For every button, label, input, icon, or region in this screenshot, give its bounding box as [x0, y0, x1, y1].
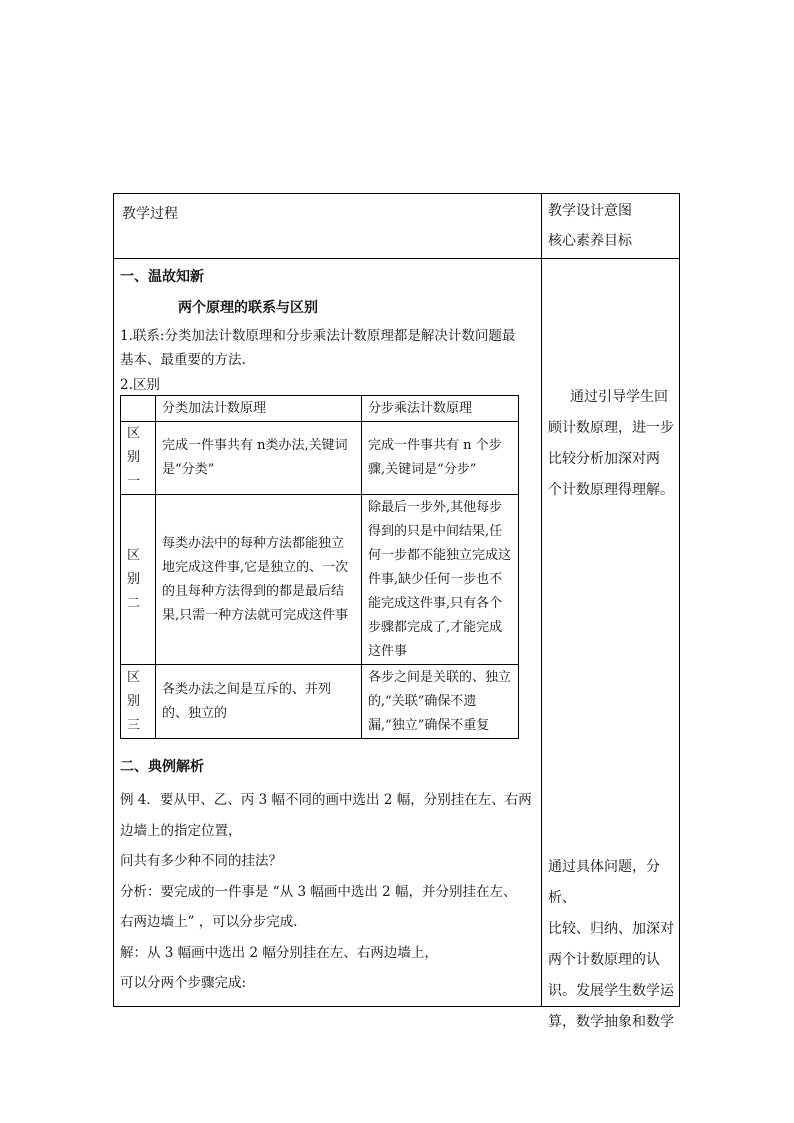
addition-cell: 每类办法中的每种方法都能独立地完成这件事,它是独立的、一次的且每种方法得到的都是最后结果,只需一种方法就可完成这件事 — [156, 495, 362, 665]
example-line: 问共有多少种不同的挂法？ — [120, 853, 282, 869]
table-row — [121, 665, 519, 739]
header-divider — [114, 258, 679, 259]
comparison-table — [120, 395, 519, 739]
example-line: 右两边墙上” ，可以分步完成. — [120, 914, 298, 930]
addition-cell: 各类办法之间是互斥的、并列的、独立的 — [156, 665, 362, 739]
multiplication-cell: 除最后一步外,其他每步得到的只是中间结果,任何一步都不能独立完成这件事,缺少任何一步也不能完成这件事,只有各个步骤都完成了,才能完成这件事 — [362, 495, 519, 665]
table-row — [121, 495, 519, 665]
note-line: 通过具体问题，分析、 — [548, 859, 660, 906]
design-note-2 — [548, 852, 676, 1038]
relation-line2: 基本、最重要的方法. — [120, 352, 246, 368]
section2-title: 二、典例解析 — [120, 759, 204, 775]
multiplication-cell: 完成一件事共有 n 个步骤,关键词是“分步” — [362, 422, 519, 495]
row-label: 区别一 — [121, 422, 156, 495]
table-header-multiplication: 分步乘法计数原理 — [362, 396, 519, 422]
note-line: 两个计数原理的认 — [548, 952, 660, 968]
difference-heading: 2.区别 — [120, 377, 160, 393]
table-header-empty — [121, 396, 156, 422]
note-line: 通过引导学生回 — [570, 389, 668, 405]
note-line: 个计数原理得理解。 — [548, 482, 674, 498]
note-line: 识。发展学生数学运 — [548, 983, 674, 999]
header-design-intent-line2: 核心素养目标 — [548, 233, 632, 249]
note-line: 顾计数原理，进一步 — [548, 420, 674, 436]
header-design-intent-line1: 教学设计意图 — [548, 203, 632, 219]
lesson-table — [113, 193, 680, 1030]
relation-line1: 1.联系:分类加法计数原理和分步乘法计数原理都是解决计数问题最 — [120, 328, 516, 344]
note-line: 算，数学抽象和数学 — [548, 1014, 674, 1030]
note-line: 比较、归纳、加深对 — [548, 921, 674, 937]
section1-title: 一、温故知新 — [120, 269, 204, 285]
multiplication-cell: 各步之间是关联的、独立的,“关联”确保不遗漏,“独立”确保不重复 — [362, 665, 519, 739]
example-line: 可以分两个步骤完成: — [120, 975, 247, 991]
design-note-1 — [548, 382, 676, 506]
header-teaching-process: 教学过程 — [122, 206, 178, 222]
example-line: 分析：要完成的一件事是 “从 3 幅画中选出 2 幅，并分别挂在左、 — [120, 884, 517, 900]
section1-subtitle: 两个原理的联系与区别 — [178, 300, 318, 316]
example-line: 解：从 3 幅画中选出 2 幅分别挂在左、右两边墙上， — [120, 945, 438, 961]
row-label: 区别二 — [121, 495, 156, 665]
example-line: 边墙上的指定位置， — [120, 823, 242, 839]
row-label: 区别三 — [121, 665, 156, 739]
addition-cell: 完成一件事共有 n类办法,关键词是“分类” — [156, 422, 362, 495]
table-row — [121, 422, 519, 495]
header-design-intent — [548, 196, 632, 256]
comparison-header-row — [121, 396, 519, 422]
example-line: 例 4．要从甲、乙、丙 3 幅不同的画中选出 2 幅，分别挂在左、右两 — [120, 792, 532, 808]
table-header-addition: 分类加法计数原理 — [156, 396, 362, 422]
column-divider — [541, 194, 542, 1006]
note-line: 比较分析加深对两 — [548, 451, 660, 467]
